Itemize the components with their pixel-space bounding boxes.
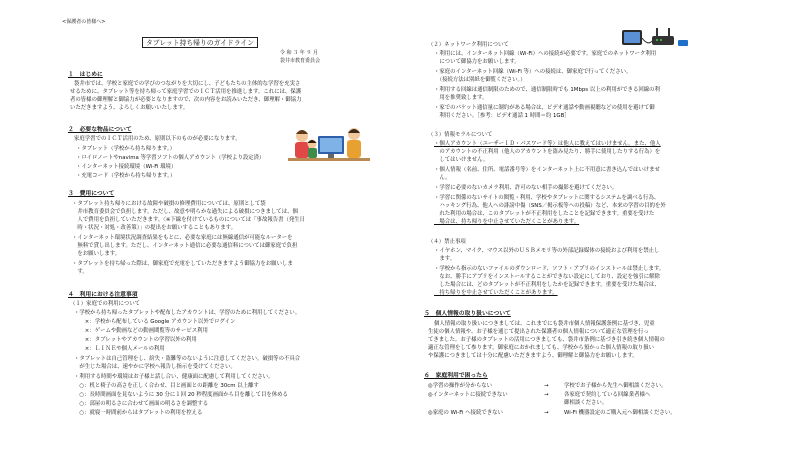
s3n-line: ・学習に関係のないサイトの閲覧・利用、学校やタブレットに関するシステムを調べる行為、 (434, 195, 660, 201)
s2-item: ・タブレット（学校から持ち帰ります。） (76, 146, 176, 152)
s3-line: ・タブレットを持ち帰った際は、御家庭で充電をしていただきますよう御協力をお願いしま (72, 261, 293, 267)
s4-line: が生じた場合は、速やかに学校へ報告し指示を受けてください。 (74, 364, 236, 370)
s3n-line: ん。 (434, 175, 451, 181)
section-4-title-text: ４ 利用における注意事項 (68, 292, 138, 298)
s4-line: ×：タブレットやアカウントの学習以外の利用 (74, 337, 197, 343)
section-3-title-text: ３ 費用について (68, 191, 115, 197)
family-computer-illustration (288, 124, 370, 166)
audience-label: <保護者の皆様へ> (62, 19, 106, 25)
s3n-line: ハッキング行為、他人への誹謗中傷（SNS／掲示板等への投稿）など、本来の学習の目的を外 (434, 203, 666, 209)
s6-arrow: → (544, 383, 549, 389)
s2n-line: （接続方法は別紙を御覧ください。） (434, 77, 526, 83)
s6-solution: 学校でお子様から先生へ御相談ください。 (564, 383, 667, 389)
s5-line: や保護につきましては十分に配慮いただきますよう、御理解と御協力をお願いします。 (428, 353, 638, 359)
s3n-line: してはいけません。 (434, 157, 489, 163)
s5-line: 生徒の個人情報や、お子様を通じて提出された保護者の個人情報について適正な管理を行っ (428, 329, 649, 335)
s3n-line: のアカウントの不正利用（他人のアカウントを盗み見たり、勝手に使用したりする行為）を (434, 149, 661, 155)
s2n-line: ・利用には、インターネット回線（Wi-Fi）への接続が必要です。家庭でのネットワーク利用 (434, 51, 657, 57)
s4-line: ×：ＬＩＮＥや個人メールの利用 (74, 346, 165, 352)
document-issuer: 袋井市教育委員会 (280, 58, 321, 64)
s3n-line: ・個人情報（名前、住所、電話番号等）をインターネット上に不用意に書き込んではいけませ (434, 167, 660, 173)
section-1-title (68, 72, 103, 78)
s4-line: ○：机と椅子の高さを正しく合わせ、目と画面との距離を 30cm 以上離す (74, 383, 259, 389)
s2n-line: ・家庭のインターネット回線（Wi-Fi 等）への接続は、御家庭で行ってください。 (434, 69, 632, 75)
s4-line: ○：長時間画面を見ないように 30 分に１回 20 秒程度画面から目を離して目を休める (74, 392, 288, 398)
section-5-title (424, 311, 511, 317)
s2n-line: について御協力をお願いします。 (434, 59, 520, 65)
s4-line: ○：就寝一時間前からはタブレットの利用を控える (74, 410, 203, 416)
s3-line: す。 (72, 269, 88, 275)
s1-line: 者の皆様の御理解と御協力が必要となりますので、次の内容をお読みいただき、御理解・御協力 (70, 97, 302, 103)
section-4-title (68, 292, 138, 298)
s2n-line: ・利用する回線は通信制限のためので、通信制限時でも 1Mbps 以上の利用ができる回線の利 (434, 87, 660, 93)
document-title: タブレット持ち帰りのガイドライン (142, 37, 258, 48)
s4n-line: 持ち帰りを中止させていただくことがあります。 (434, 290, 558, 296)
s4-line: ×：ゲームや動画などの動画閲覧等のサービス利用 (74, 328, 208, 334)
s1-line: いただきますよう、よろしくお願いいたします。 (70, 105, 189, 111)
s3n-line: ・学習に必要のないカメラ利用、許可のない相手の撮影を避けてください。 (434, 185, 618, 191)
s3n-line: れた利用の場合は、このタブレットが不正利用をしたことを記録できます。重要を受けた (434, 211, 655, 217)
s1-line: せるために、タブレット等を持ち帰って家庭学習でのＩＣＴ活用を推進します。これには、保護 (70, 89, 302, 95)
router-tablet-illustration (620, 24, 690, 52)
s3-line: 無料で貸し出します。ただし、インターネット通信に必要な通信料については御家庭で負担 (72, 243, 298, 249)
s2-item: ・充電コード（学校から持ち帰ります。） (76, 173, 176, 179)
section-6-title-text: ６ 家庭利用で困ったら (424, 373, 488, 379)
s1-line: 袋井市では、学校と家庭での学びのつながりを大切にし、子どもたちの主体的な学習を充実さ (74, 81, 301, 87)
section-2-title-text: ２ 必要な物品について (68, 127, 132, 133)
s3-line: 人で費用を負担していただきます。〈※下線を付けているものについては「事故報告書（発生日 (72, 217, 306, 223)
s4n-line: ます。 (434, 256, 456, 262)
s6-solution-cont: 御相談ください。 (564, 400, 608, 406)
s4-line: ・タブレットは自己管理をし、紛失・盗難等のないように注意してください。破損等の不具合 (74, 356, 301, 362)
s4n-line: ・イヤホン、マイク、マウス以外のＵＳＢメモリ等の外部記録媒体の接続および利用を禁止し (434, 248, 660, 254)
section-5-title-text: ５ 個人情報の取り扱いについて (424, 311, 511, 317)
s4-line: ×：学校から配布している Google アカウント以外でログイン (74, 319, 236, 325)
s5-line: てきました。お子様のタブレットの活用につきましても、袋井市条例に基づき引き続き個人情報の (428, 337, 665, 343)
section-1-title-text: １ はじめに (68, 72, 103, 78)
section-3-title (68, 191, 114, 197)
s3n-title: （３）情報モラルについて (428, 132, 493, 138)
s4n-line: ・学校から指示のないファイルのダウンロード、ソフト・アプリのインストールは禁止します。 (434, 266, 665, 272)
section-6-title (424, 373, 488, 379)
s3-line: をお願いします。 (72, 251, 121, 257)
s4-line: ・学校から持ち帰ったタブレットや配布したアカウントは、学習のために利用してください。 (74, 310, 301, 316)
s2-lead: 家庭学習でのＩＣＴ活用のため、原則以下のものが必要になります。 (74, 136, 241, 142)
s5-line: 個人情報の取り扱いにつきましては、これまでにも袋井市個人情報保護条例に基づき、児童 (434, 321, 655, 327)
s2-item: ・ロイロノートやnavima 等学習ソフトの個人アカウント（学校より設定済） (76, 155, 265, 161)
s3n-line: 場合は、持ち帰りを中止させていただくことがあります。 (434, 219, 580, 225)
s2n-line: ・家でのパケット通信量に制約がある場合は、ビデオ通話や動画視聴などの使用を避けて御 (434, 105, 655, 111)
s5-line: 適正な管理をして参ります。御家庭におかれましても、学校から預かった個人情報の取り扱い (428, 345, 654, 351)
s4n-title: （４）禁止事項 (428, 239, 466, 245)
s3n-line: ・個人アカウント（ユーザーＩＤ・パスワード等）は他人に教えてはいけません。また、他人 (434, 141, 661, 147)
s3-line: 時・状況・対処・改善策）」の提出をお願いすることもあります。 (72, 225, 236, 231)
s4n-line: した場合には、どのタブレットが不正利用をしたかを記録できます。重要を受けた場合は、 (434, 282, 660, 288)
s2-item: ・インターネット接続環境（Wi-Fi 環境） (76, 164, 177, 170)
s4-line: ・利用する時間や環境はお子様と話し合い、健康面に配慮して利用してください。 (74, 374, 274, 380)
s3-line: 井市教育委員会で負担します。ただし、故意や明らかな過失による破損につきましては、個 (72, 209, 298, 215)
s6-solution: 各家庭で契約している回線業者様へ (564, 392, 651, 398)
s4-line: ○：部屋の明るさに合わせて画面の明るさを調整する (74, 401, 209, 407)
s6-problem: ◎家庭の Wi-Fi へ接続できない (428, 410, 503, 416)
s6-arrow: → (544, 392, 549, 398)
s6-solution: Wi-Fi 機器設定のご購入元へ御相談ください。 (564, 410, 676, 416)
s6-problem: ◎インターネットに接続できない (428, 392, 508, 398)
s4-subtitle: （１）家庭での利用について (70, 301, 140, 307)
s3-line: ・タブレット持ち帰りにおける故障や破損の修理費用については、原則として袋 (72, 201, 266, 207)
s6-problem: ◎学習の操作が分からない (428, 383, 493, 389)
s3-line: ・インターネット環境状況調査結果をもとに、必要な家庭には無線通信が可能なルーターを (72, 235, 293, 241)
document-date: 令 和 ３ 年 ９ 月 (280, 50, 318, 56)
s2n-line: 利用ください。［参考：ビデオ通話 1 時間＝約 1GB］ (434, 113, 570, 119)
s4n-line: なお、勝手にアプリをインストールすることができない設定にしており、設定を強引に解除 (434, 274, 660, 280)
s6-arrow: → (544, 410, 549, 416)
section-2-title (68, 127, 132, 133)
s2n-title: （２）ネットワーク利用について (428, 42, 509, 48)
s2n-line: 用を推奨致します。 (434, 95, 488, 101)
